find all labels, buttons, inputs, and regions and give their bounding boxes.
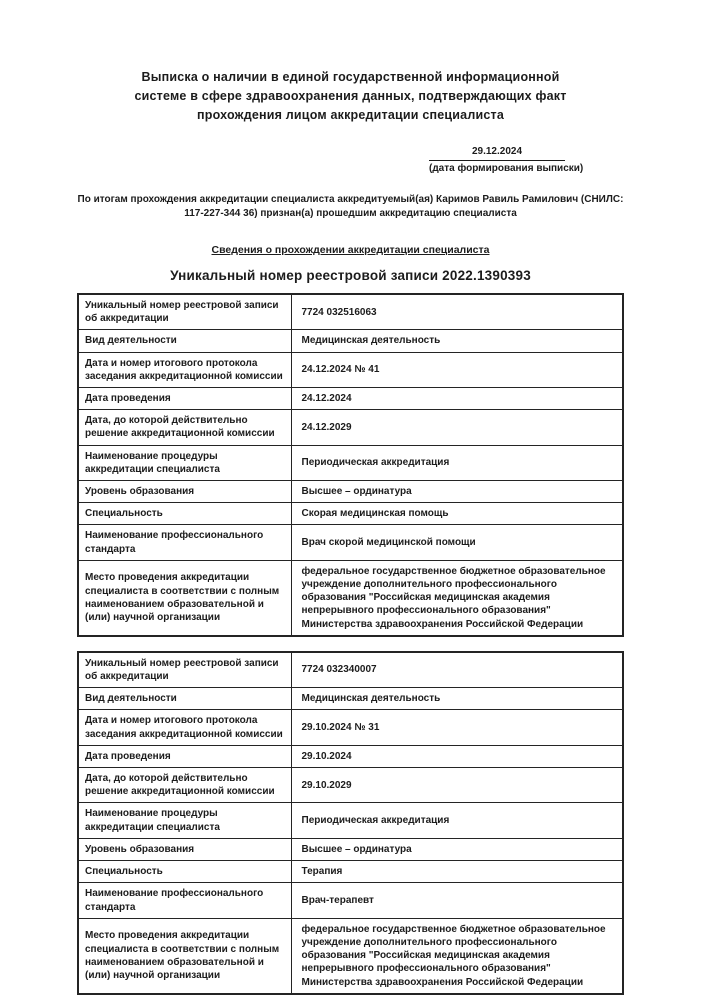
row-label: Уровень образования (78, 481, 291, 503)
table-row (78, 918, 623, 994)
extract-date-value: 29.12.2024 (429, 145, 565, 161)
row-value: 29.10.2029 (291, 768, 623, 803)
table-row (78, 710, 623, 745)
table-row (78, 803, 623, 838)
row-label: Уровень образования (78, 838, 291, 860)
row-value: Медицинская деятельность (291, 688, 623, 710)
row-value: 24.12.2029 (291, 410, 623, 445)
row-label: Уникальный номер реестровой записи об аккредитации (78, 652, 291, 688)
table-row (78, 688, 623, 710)
row-value: 29.10.2024 № 31 (291, 710, 623, 745)
accreditation-table-1 (77, 293, 624, 637)
row-label: Наименование профессионального стандарта (78, 525, 291, 560)
extract-date-caption: (дата формирования выписки) (429, 163, 584, 174)
row-label: Наименование профессионального стандарта (78, 883, 291, 918)
row-label: Дата проведения (78, 745, 291, 767)
row-value: 24.12.2024 № 41 (291, 352, 623, 387)
table-row (78, 330, 623, 352)
table-row (78, 883, 623, 918)
accreditation-result-paragraph: По итогам прохождения аккредитации специалиста аккредитуемый(ая) Каримов Равиль Рамилович (СНИЛС: 117-227-344 36) признан(а) прошедшим аккредитацию специалиста (77, 194, 624, 219)
row-value: 24.12.2024 (291, 388, 623, 410)
row-value: Высшее – ординатура (291, 481, 623, 503)
accreditation-table-2 (77, 651, 624, 995)
row-label: Уникальный номер реестровой записи об аккредитации (78, 294, 291, 330)
table-row (78, 861, 623, 883)
row-value: Скорая медицинская помощь (291, 503, 623, 525)
row-value: Высшее – ординатура (291, 838, 623, 860)
document-title-line: системе в сфере здравоохранения данных, подтверждающих факт (134, 89, 567, 103)
row-label: Наименование процедуры аккредитации специалиста (78, 803, 291, 838)
row-label: Наименование процедуры аккредитации специалиста (78, 445, 291, 480)
row-label: Место проведения аккредитации специалиста в соответствии с полным наименованием образовательной и (или) научной организации (78, 918, 291, 994)
row-label: Место проведения аккредитации специалиста в соответствии с полным наименованием образовательной и (или) научной организации (78, 560, 291, 636)
row-value: 7724 032340007 (291, 652, 623, 688)
row-label: Дата и номер итогового протокола заседания аккредитационной комиссии (78, 352, 291, 387)
row-label: Дата, до которой действительно решение аккредитационной комиссии (78, 768, 291, 803)
row-value: федеральное государственное бюджетное образовательное учреждение дополнительного профессионального образования "Российская медицинская академия непрерывного профессионального образования" Министерства здравоохранения Российской Федерации (291, 560, 623, 636)
table-row (78, 481, 623, 503)
row-value: Врач-терапевт (291, 883, 623, 918)
document-title (0, 0, 701, 125)
row-label: Дата проведения (78, 388, 291, 410)
row-label: Дата и номер итогового протокола заседания аккредитационной комиссии (78, 710, 291, 745)
table-row (78, 410, 623, 445)
row-value: Врач скорой медицинской помощи (291, 525, 623, 560)
row-label: Вид деятельности (78, 330, 291, 352)
table-row (78, 525, 623, 560)
document-title-line: Выписка о наличии в единой государственной информационной (141, 70, 560, 84)
table-row (78, 560, 623, 636)
document-title-line: прохождения лицом аккредитации специалиста (197, 108, 504, 122)
row-value: 7724 032516063 (291, 294, 623, 330)
row-value: Периодическая аккредитация (291, 803, 623, 838)
table-row (78, 745, 623, 767)
section-heading: Сведения о прохождении аккредитации специалиста (211, 244, 490, 256)
table-row (78, 352, 623, 387)
registry-record-heading: Уникальный номер реестровой записи 2022.1390393 (170, 268, 531, 283)
table-row (78, 838, 623, 860)
table-row (78, 503, 623, 525)
table-row (78, 294, 623, 330)
table-row (78, 768, 623, 803)
extract-date-block (429, 145, 584, 175)
row-value: Периодическая аккредитация (291, 445, 623, 480)
table-row (78, 445, 623, 480)
row-value: Терапия (291, 861, 623, 883)
table-row (78, 388, 623, 410)
row-value: Медицинская деятельность (291, 330, 623, 352)
row-value: 29.10.2024 (291, 745, 623, 767)
row-label: Специальность (78, 503, 291, 525)
table-row (78, 652, 623, 688)
row-label: Специальность (78, 861, 291, 883)
row-label: Вид деятельности (78, 688, 291, 710)
row-label: Дата, до которой действительно решение аккредитационной комиссии (78, 410, 291, 445)
row-value: федеральное государственное бюджетное образовательное учреждение дополнительного профессионального образования "Российская медицинская академия непрерывного профессионального образования" Министерства здравоохранения Российской Федерации (291, 918, 623, 994)
